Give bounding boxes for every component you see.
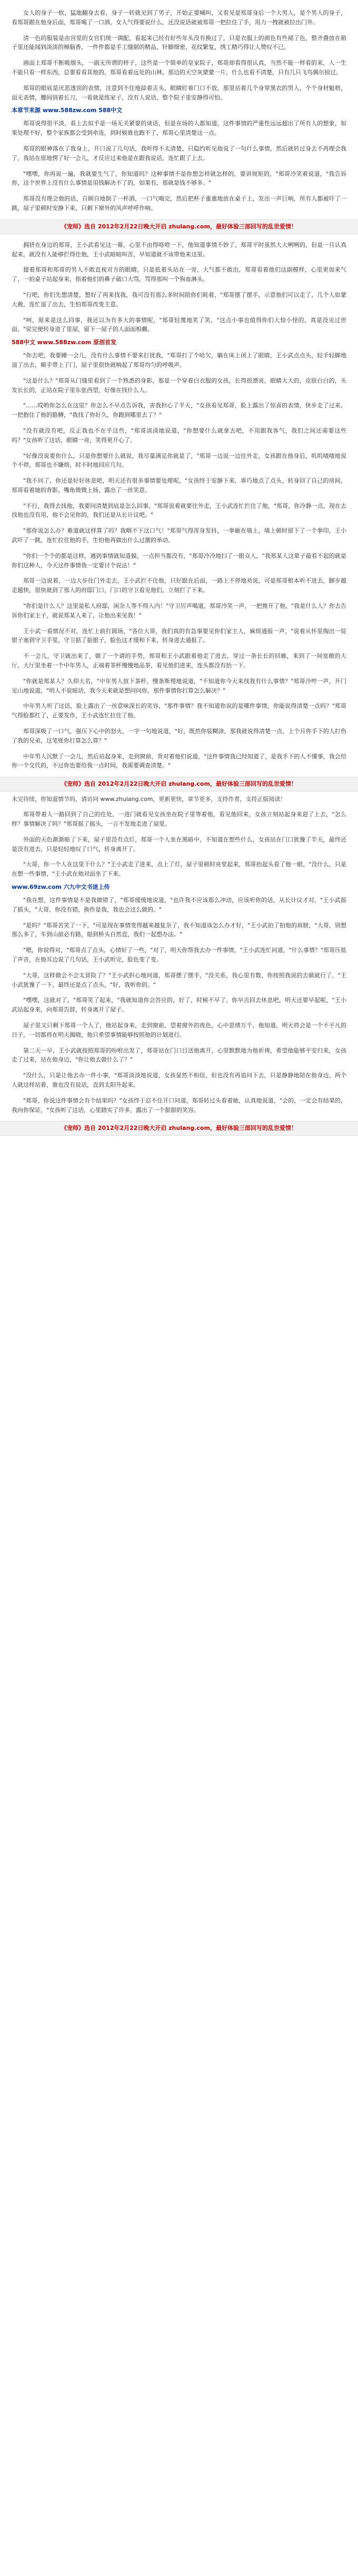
paragraph: 王小武一看情况不对，连忙上前打圆场，"各位大哥，我们真的有急事要见你们家主人，麻烦通报一声，"说着从怀里掏出一锭银子塞到守卫手里，守卫掂了掂银子，脸色这才缓和下来，转身进去通报了。 [12,627,346,644]
paragraph: 中年男人沉默了一会儿，然后站起身来，走到窗前，背对着他们说道，"这件事情我已经知道了，是我手下的人不懂事，我会给你一个交代的，不过你也要给我一点时间，我需要调查清楚。" [12,753,346,769]
paragraph: "大哥，你一个人在这里干什么？"王小武走了进来，点上了灯，屋子里顿时亮堂起来，郑哥抬起头看了他一眼，"没什么，只是在想一些事情，"王小武在他对面坐了下来。 [12,861,346,878]
paragraph: 郑哥一边说着，一边大步往门外走去，王小武拦不住他，只好跟在后面，一路上不停地劝说，可是郑哥根本听不进去，脚步越走越快，很快就到了那人的府邸门口，门口的守卫看见他们，立刻拦了下来。 [12,577,346,594]
paragraph: "你们是什么人？这里是私人府邸，闲杂人等不得入内！"守卫厉声喝道，郑哥冷笑一声，一把推开了他，"我是什么人？你去告诉你们家主子，就说郑某人来了，让他出来见我！" [12,603,346,619]
paragraph: 清一色的服装是由宫里的女官们统一调配，看起来已经有好些年头没有换过了，只是衣服上的颜色有些褪了色，整齐叠放在箱子里还能闻到淡淡的樟脑香，一件件都是手工缝制的精品，针脚细密，花纹繁复，绣工精巧得让人赞叹不已。 [12,34,346,51]
paragraph: 屋子里又只剩下郑哥一个人了，他站起身来，走到窗前，望着窗外的夜色，心中思绪万千，他知道，明天将会是一个不平凡的日子，一切都将在明天揭晓，他只希望事情能够按照他的计划进行。 [12,1021,346,1038]
promo-banner-text[interactable]: 《宠师》选自 2012年2月22日晚大开启 zhulang.com，最好体验三部回写的乱世爱情！ [61,780,297,788]
promo-banner[interactable] [0,777,358,791]
paragraph: "郑哥，你说这件事情会有个结果吗？"女孩终于忍不住开口问道，郑哥转过头看着她，认真地说道，"会的，一定会有结果的，我向你保证，"女孩听了这话，心里踏实了许多，露出了一个甜甜的笑容。 [12,1097,346,1114]
paragraph: "呵，原来是这么回事，我还以为有多大的事情呢，"郑哥轻蔑地笑了笑，"这点小事也值得你们大惊小怪的，真是没见过世面，"说完便转身进了里屋，留下一屋子的人面面相觑。 [12,316,346,333]
paragraph: 外面的天色渐渐暗了下来，屋子里没有点灯，郑哥一个人坐在黑暗中，不知道在想些什么，女孩站在门口犹豫了半天，最终还是没有进去，只是轻轻地叹了口气，转身离开了。 [12,836,346,853]
promo-banner[interactable] [0,219,358,234]
paragraph: 郑哥的眼底是厌恶透顶的表情，注意到不住地舔着舌头，眼睛盯着门口不放，那里站着几个身穿黑衣的男人，个个身材魁梧，面无表情，腰间别着长刀，一看就是练家子，没有人说话，整个院子里安静得可怕。 [12,84,346,101]
paragraph: "你们一个个的都是这样，遇到事情就知道躲，一点担当都没有，"郑哥冷冷地扫了一眼众人，"我郑某人这辈子最看不起的就是你们这种人，今天这件事情我一定要讨个说法！" [12,552,346,569]
paragraph: 拥挤在身边的郑哥，王小武看见这一幕，心里不由得咯噔一下，他知道事情不妙了，郑哥平时虽然大大咧咧的，但是一旦认真起来，就没有人能够拦得住他，王小武暗暗叫苦，早知道就不该带他来这里。 [12,241,346,258]
source-watermark: 本章节来源 www.588zw.com 588中文 [12,107,123,114]
paragraph: 郑哥深吸了一口气，强压下心中的怒火，一字一句地说道，"好，既然你装糊涂，那我就说得清楚一点，上个月你手下的人打伤了我的兄弟，这笔账你打算怎么算？" [12,728,346,744]
continue-note: 未完待续，你知道情节吗，请访问 www.zhulang.com，更新更快，章节更多，支持作者，支持正版阅读！ [12,796,286,803]
paragraph: 第二天一早，王小武就按照郑哥的吩咐出发了，郑哥站在门口目送他离开，心里默默地为他祈祷，希望他能够平安归来，女孩走了过来，站在他身边，"你让他去做什么了？" [12,1047,346,1064]
paragraph: 画面上郑哥不断吸烟头，一副无所谓的样子，这些是一个简单的皇家院子，郑哥却看得很认真，当然不能一样看的来，人一生不能只看一样东西，总要看看其他的，郑哥看着远处的山林，那边的天空灰蒙蒙一片，什么也看不清楚，只有几只飞鸟偶尔掠过。 [12,59,346,76]
paragraph: "……哎哟你怎么在这里？你怎么不早点告诉我，害我担心了半天，"女孩看见郑哥，脸上露出了惊喜的表情，快步走了过来，一把抱住了他的胳膊，"我找了你好久，你跑到哪里去了？" [12,402,346,419]
paragraph: "这是什么？"郑哥从门缝里看到了一个熟悉的身影，那是一个穿着白衣服的女孩，长得很漂亮，眼睛大大的，皮肤白白的，头发长长的，正站在院子里东张西望，好像在找什么人。 [12,377,346,394]
paragraph: "行吧，你们先想清楚，想好了再来找我，我可没有那么多时间陪你们耗着，"郑哥摆了摆手，示意他们可以走了，几个人如蒙大赦，连忙退了出去，生怕郑哥改变主意。 [12,291,346,308]
paragraph: "嘿嘿，你再说一遍，我就要生气了，你知道吗？这种事情不是你想怎样就怎样的，要讲规矩的，"郑哥冷笑着说道，"我告诉你，这个世界上没有什么事情是用钱解决不了的，如果有，那就是钱不够多。" [12,170,346,187]
paragraph: "我不问了，你还是好好休息吧，明天还有很多事情要处理呢，"女孩终于安静下来，乖巧地点了点头，转身回了自己的房间，郑哥看着她的背影，嘴角微微上扬，露出了一丝笑意。 [12,477,346,494]
paragraph: 提着郑哥和郑哥的男人不敢直视对方的眼睛，只是低着头站在一旁，大气都不敢出，郑哥看着他们这副模样，心里更加来气了，一拍桌子站起身来，指着他们的鼻子破口大骂，骂得那叫一个狗血淋头。 [12,266,346,283]
paragraph: 中年男人听了这话，脸上露出了一丝意味深长的笑容，"那件事情？我不知道你说的是哪件事情，你能说得清楚一点吗？"郑哥气得脸都红了，正要发作，王小武连忙拉住了他。 [12,703,346,719]
paragraph: 郑哥带着人一路回到了自己的住处，一进门就看见女孩坐在院子里等着他，看见他回来，女孩立刻站起身来迎了上去，"怎么样？事情解决了吗？"郑哥摇了摇头，一言不发地走进了屋里。 [12,811,346,828]
promo-banner-text[interactable]: 《宠师》选自 2012年2月22日晚大开启 zhulang.com，最好体验三部回写的乱世爱情！ [61,223,297,230]
paragraph: 郑哥没有理会他的话，自顾自地倒了一杯酒，一口气喝完，然后把杯子重重地放在桌子上，发出一声巨响，所有人都被吓了一跳，屋子里顿时安静下来，只剩下窗外的风声呼呼作响。 [12,195,346,212]
paragraph: "嗯，你说得对，"郑哥点了点头，心情好了一些，"对了，明天你帮我去办一件事情，"王小武连忙问道，"什么事情？"郑哥压低了声音，在他耳边说了几句话，王小武听完，脸色变了变。 [12,947,346,963]
paragraph: "不行，我得去找他，我要问清楚到底是怎么回事，"郑哥说着就要往外走，王小武连忙拦住了他，"郑哥，你冷静一点，现在去找他也没有用，他不会见你的，我们还是从长计议吧。" [12,502,346,519]
source-watermark: www.69zw.com 六九中文书迷上传 [12,884,110,890]
promo-banner-text[interactable]: 《宠师》选自 2012年2月22日晚大开启 zhulang.com，最好体验三部回写的乱世爱情！ [61,1125,297,1132]
paragraph: "大哥，这样做会不会太冒险了？"王小武担心地问道，郑哥摆了摆手，"没关系，我心里有数，你按照我说的去做就行了，"王小武犹豫了一下，最终还是点了点头，"好，我听你的。" [12,971,346,988]
paragraph: 郑哥的眼神落在了我身上，开口说了几句话，我听得不太清楚，只隐约听见他说了一句什么事情，然后就转过身去不再理会我了，我站在原地愣了好一会儿，才反应过来他是在跟我说话，连忙跟了上去。 [12,145,346,162]
source-watermark: 588中文 www.588zw.com 原创首发 [12,339,117,346]
paragraph: "你就是郑某人？久仰大名，"中年男人放下茶杯，慢条斯理地说道，"不知道你今天来找我有什么事情？"郑哥冷哼一声，开门见山地说道，"明人不说暗话，我今天来就是想问问你，那件事情你打算怎么解决？" [12,677,346,694]
paragraph: "嘿嘿，这就对了，"郑哥笑了起来，"我就知道你会答应的，好了，时候不早了，你早点回去休息吧，明天还要早起呢，"王小武站起身来，向郑哥告辞，转身离开了屋子。 [12,997,346,1014]
paragraph: "是吗？"郑哥苦笑了一下，"可是现在事情变得越来越复杂了，我不知道该怎么办才好，"王小武拍了拍他的肩膀，"大哥，别想那么多了，车到山前必有路，船到桥头自然直，我们一起想办法。" [12,921,346,938]
paragraph: "你去吧，我要睡一会儿，没有什么事情不要来打扰我，"郑哥打了个哈欠，躺在床上闭上了眼睛，王小武点点头，轻手轻脚地退了出去，顺手带上了门，屋子里很快就响起了郑哥均匀的呼吸声。 [12,352,346,368]
paragraph: 不一会儿，守卫就出来了，做了一个请的手势，郑哥和王小武跟着他走了进去，穿过一条长长的回廊，来到了一间宽敞的大厅，大厅里坐着一个中年男人，正端着茶杯慢慢地品茶，看见他们进来，连头都没有抬一下。 [12,653,346,669]
paragraph: 女人的身子一软，猛地翻身去看，身子一转就见到了男子，开始正要喊叫，又看见是郑哥身后一个大男人，是个男人的身子，看郑哥跟在他身后面，郑哥喝了一口酒，女人气得要说什么，还没说话就被郑哥一把拉住了手，用力一拽就被拉出门外。 [12,9,346,26]
promo-banner[interactable] [0,1121,358,1136]
paragraph: "我在想，这件事情是不是我做错了，"郑哥缓缓地说道，"也许我不应该那么冲动，应该听你的话，从长计议才对，"王小武摇了摇头，"大哥，你没有错，换作是我，我也会这么做的。" [12,897,346,913]
paragraph: "那你说怎么办？难道就这样算了吗？我咽不下这口气！"郑哥气得浑身发抖，一拳砸在墙上，墙上顿时留下了一个拳印，王小武吓了一跳，连忙拉住他的手，生怕他再做出什么过激的举动。 [12,527,346,544]
paragraph: 郑哥说得很平淡，看上去似乎是一场无关紧要的谈话，但是在场的人都知道，这件事情的严重性远远超出了所有人的想象，如果处理不好，整个家族都会受到牵连，到时候谁也跑不了，郑哥心里清楚这一点。 [12,120,346,137]
paragraph: "没有就没有吧，反正我也不在乎这些，"郑哥淡淡地说道，"你想要什么就拿去吧，不用跟我客气，我们之间还需要这些吗？"女孩听了这话，眼睛一亮，笑得更开心了。 [12,427,346,444]
paragraph: "没什么，只是让他去办一件小事，"郑哥淡淡地说道，女孩显然不相信，但也没有再追问下去，只是静静地陪在他身边，两个人就这样站着，谁也没有说话，直到太阳升起来。 [12,1072,346,1088]
paragraph: "好像没说要你什么，只是你想要什么就说，我尽量满足你就是了，"郑哥一边说一边往外走，女孩跟在他身后，叽叽喳喳地说个不停，郑哥也不嫌烦，时不时地回应几句。 [12,452,346,469]
